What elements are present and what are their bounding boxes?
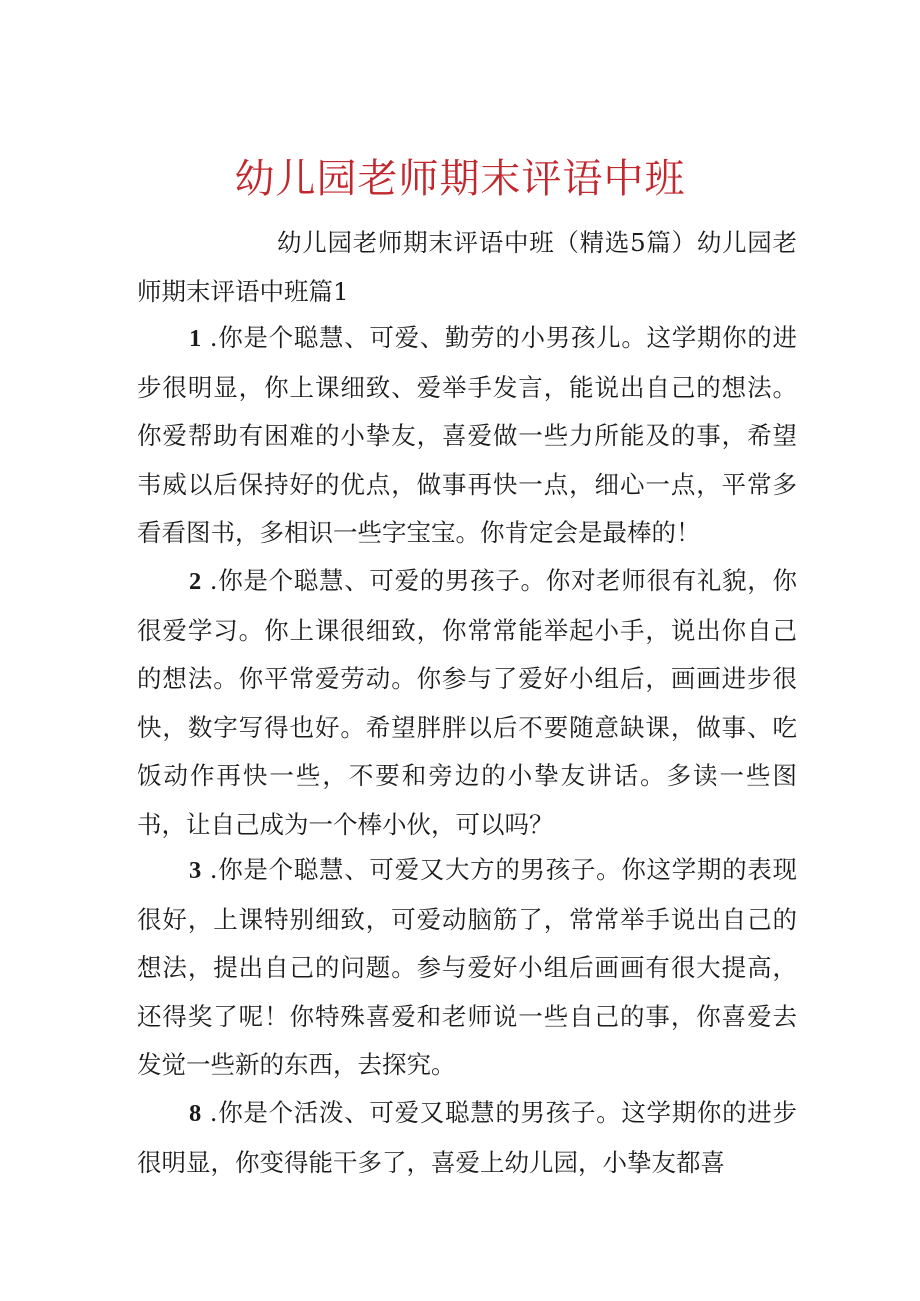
item-number: 2 — [189, 568, 202, 595]
document-title: 幼儿园老师期末评语中班 — [234, 156, 686, 202]
item-text: .你是个聪慧、可爱又大方的男孩子。你这学期的表现很好，上课特别细致，可爱动脑筋了，常常举手说出自己的想法，提出自己的问题。参与爱好小组后画画有很大提高，还得奖了呢！你特殊喜爱和老师说一些自己的事，你喜爱去发觉一些新的东西，去探究。 — [137, 855, 797, 1079]
comment-paragraph — [137, 314, 797, 558]
comment-paragraph — [137, 1089, 797, 1187]
item-number: 1 — [189, 325, 202, 352]
comment-paragraph — [137, 557, 797, 849]
item-number: 8 — [189, 1100, 202, 1127]
item-text: .你是个聪慧、可爱的男孩子。你对老师很有礼貌，你很爱学习。你上课很细致，你常常能举起小手，说出你自己的想法。你平常爱劳动。你参与了爱好小组后，画画进步很快，数字写得也好。希望胖胖以后不要随意缺课，做事、吃饭动作再快一些，不要和旁边的小挚友讲话。多读一些图书，让自己成为一个棒小伙，可以吗？ — [137, 566, 797, 839]
item-text: .你是个活泼、可爱又聪慧的男孩子。这学期你的进步很明显，你变得能干多了，喜爱上幼儿园，小挚友都喜 — [137, 1098, 797, 1177]
comment-paragraph — [137, 846, 797, 1090]
item-text: .你是个聪慧、可爱、勤劳的小男孩儿。这学期你的进步很明显，你上课细致、爱举手发言，能说出自己的想法。你爱帮助有困难的小挚友，喜爱做一些力所能及的事，希望韦威以后保持好的优点，做事再快一点，细心一点，平常多看看图书，多相识一些字宝宝。你肯定会是最棒的！ — [137, 323, 797, 547]
document-intro: 幼儿园老师期末评语中班（精选5篇）幼儿园老师期末评语中班篇1 — [137, 228, 797, 306]
item-number: 3 — [189, 857, 202, 884]
